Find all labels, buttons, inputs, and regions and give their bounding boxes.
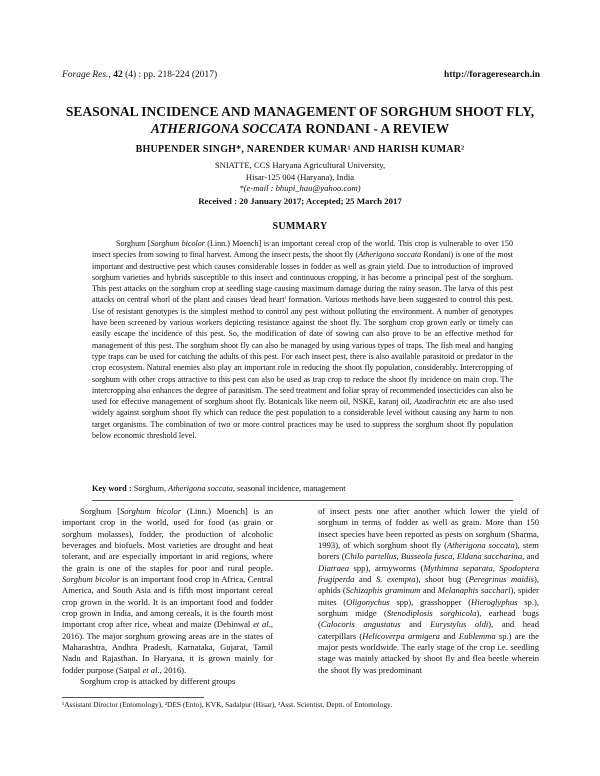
affiliation-line-2: Hisar-125 004 (Haryana), India [245, 171, 355, 182]
summary-heading: SUMMARY [272, 221, 328, 232]
journal-url[interactable]: http://forageresearch.in [444, 70, 540, 80]
journal-name: Forage Res. [62, 70, 109, 80]
section-divider [92, 500, 513, 501]
journal-citation: Forage Res., 42 (4) : pp. 218-224 (2017) [62, 70, 218, 80]
keywords: Key word : Sorghum, Atherigona soccata, seasonal incidence, management [92, 484, 346, 493]
journal-pages: (4) : pp. 218-224 (2017) [125, 70, 218, 80]
title-line-1: SEASONAL INCIDENCE AND MANAGEMENT OF SORGHUM SHOOT FLY, [65, 104, 535, 119]
keywords-label: Key word : [92, 484, 132, 493]
author-list: BHUPENDER SINGH*, NARENDER KUMAR¹ AND HARISH KUMAR² [135, 144, 465, 155]
footnote-divider [62, 697, 204, 698]
intro-paragraph-2-cont: of insect pests one after another which lower the yield of sorghum in terms of fodder as well as grain. More than 150 insect species have been reported as pests on sorghum (Sharma, 1993), of which sorghum shoot fly (Atherigona soccata), stem borers (Chilo partellus, Busseola fusca, Eldana saccharina, and Diatraea spp), armyworms (Mythimna separata, Spodoptera frugiperda and S. exempta), shoot bug (Peregrinus maidis), aphids (Schizaphis graminum and Melanaphis sacchari), spider mites (Oligonychus spp), grasshopper (Hieroglyphus sp.), sorghum midge (Stenodiplosis sorghicola), earhead bugs (Calocoris angustatus and Eurystylus oldi), and head caterpillars (Helicoverpa armigera and Eublemma sp.) are the major pests worldwide. The early stage of the crop i.e. seedling stage was mainly attacked by shoot fly and flea beetle wherein the shoot fly was predominant [318, 506, 539, 675]
intro-paragraph-1: Sorghum [Sorghum bicolor (Linn.) Moench] is an important crop in the world, used for food (as grain or sorghum molasses), fodder, the production of alcoholic beverages and biofuels. Most varieties are drought and heat tolerant, and are especially important in arid regions, where the grain is one of the staples for poor and rural people. Sorghum bicolor is an important food crop in Africa, Central America, and South Asia and is fifth most important cereal crop grown in the world. It is an important food and fodder crop grown in India, and among cereals, it is the fourth most important crop after rice, wheat and maize (Dehinwal et al., 2016). The major sorghum growing areas are in the states of Maharashtra, Andhra Pradesh, Karnataka, Gujarat, Tamil Nadu and Rajasthan. In Haryana, it is grown mainly for fodder purpose (Satpal et al., 2016). [62, 506, 273, 675]
body-column-left [62, 506, 273, 688]
abstract-text: Sorghum [Sorghum bicolor (Linn.) Moench] is an important cereal crop of the world. This crop is vulnerable to over 150 insect species from sowing to final harvest. Among the insect pests, the shoot fly (Atherigona soccata Rondani) is one of the most important and destructive pest which causes considerable losses in fodder as well as grain yield. Due to introduction of improved sorghum varieties and hybrids susceptible to this insect and continuous cropping, it has become a principal pest of the sorghum. This pest attacks on the sorghum crop at seedling stage causing maximum damage during the rainy season. The larva of this pest attacks on central whorl of the plant and causes 'dead heart' formation. Various methods have been suggested to control this pest. Use of resistant genotypes is the simplest method to control any pest without polluting the environment. A number of genotypes have been screened by various workers depicting resistance against the shoot fly. The sorghum crop grown early or timely can easily escape the incidence of this pest. So, the modification of date of sowing can also prove to be an effective method for management of this pest. The sorghum shoot fly can also be managed by using various types of traps. The fish meal and hanging type traps can be used for catching the adults of this pest. For each insect pest, there is also available parasitoid or predator in the crop ecosystem. Natural enemies also play an important role in reducing the shoot fly population, considerably. Intercropping of sorghum with other crops attractive to this pest can also be used as trap crop to reduce the shoot fly incidence on main crop. The intercropping also enhances the degree of parasitism. The seed treatment and foliar spray of recommended insecticides can also be used for effective management of sorghum shoot fly. Botanicals like neem oil, NSKE, karanj oil, Azadirachtin etc are also used widely against sorghum shoot fly which can reduce the pest population to a considerable level without causing any harm to non target organisms. The combination of two or more control practices may be used to suppress the sorghum shoot fly population below economic threshold level. [92, 239, 513, 441]
intro-paragraph-2: Sorghum crop is attacked by different groups [80, 676, 236, 687]
body-column-right [318, 506, 539, 676]
received-dates: Received : 20 January 2017; Accepted; 25 March 2017 [198, 196, 402, 206]
running-header [62, 70, 540, 84]
title-species: ATHERIGONA SOCCATA [150, 121, 303, 136]
affiliation-line-1: SNIATTE, CCS Haryana Agricultural University, [214, 160, 386, 170]
affiliation [40, 160, 560, 195]
footnote: ¹Assistant Director (Entomology), ²DES (Ento), KVK, Sadalpur (Hisar), ³Asst. Scientist, Deptt. of Entomology. [62, 700, 393, 709]
article-title [40, 103, 560, 137]
journal-volume: 42 [113, 70, 123, 80]
corresponding-email: *(e-mail : bhupi_hau@yahoo.com) [239, 183, 361, 194]
title-line-2-rest: RONDANI - A REVIEW [302, 121, 450, 136]
